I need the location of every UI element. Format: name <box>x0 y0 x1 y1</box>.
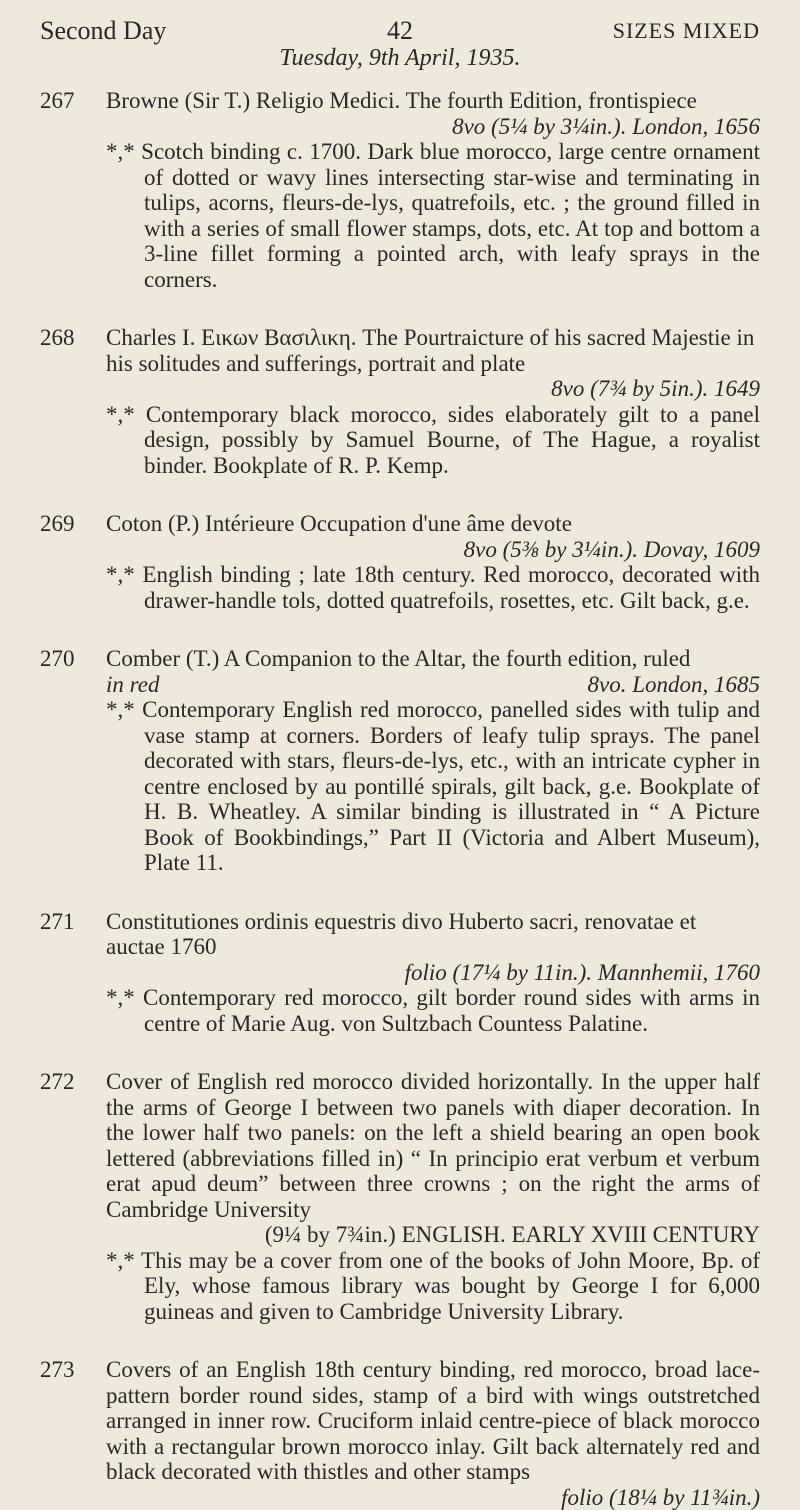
lot-entry <box>40 325 760 478</box>
day-label: Second Day <box>40 16 166 46</box>
lot-imprint: 8vo (5⅜ by 3¼in.). Dovay, 1609 <box>106 537 760 563</box>
lot-title: Constitutiones ordinis equestris divo Huberto sacri, renovatae et auctae 1760 <box>106 909 760 960</box>
lot-entry <box>40 88 760 292</box>
lot-title: Coton (P.) Intérieure Occupation d'une âme devote <box>106 511 760 537</box>
lot-title: Browne (Sir T.) Religio Medici. The fourth Edition, frontispiece <box>106 88 760 114</box>
sizes-label: SIZES MIXED <box>613 16 760 46</box>
sale-date: Tuesday, 9th April, 1935. <box>40 44 760 72</box>
lot-note: *,* Contemporary red morocco, gilt border round sides with arms in centre of Marie Aug. von Sultzbach Countess Palatine. <box>106 985 760 1036</box>
lot-number: 270 <box>40 646 75 672</box>
lot-imprint: 8vo (5¼ by 3¼in.). London, 1656 <box>106 114 760 140</box>
lot-entry <box>40 1357 760 1510</box>
lot-entry <box>40 511 760 613</box>
page-header <box>40 16 760 46</box>
lot-imprint: (9¼ by 7¾in.) ENGLISH. EARLY XVIII CENTURY <box>106 1222 760 1248</box>
lot-imprint: 8vo. London, 1685 <box>588 672 761 698</box>
lot-number: 267 <box>40 88 75 114</box>
lot-note: *,* This may be a cover from one of the books of John Moore, Bp. of Ely, whose famous library was bought by George I for 6,000 guineas and given to Cambridge University Library. <box>106 1248 760 1325</box>
lot-title: Cover of English red morocco divided horizontally. In the upper half the arms of George I between two panels with diaper decoration. In the lower half two panels: on the left a shield bearing an open book lettered (abbreviations filled in) “ In principio erat verbum et verbum erat apud deum” between three crowns ; on the right the arms of Cambridge University <box>106 1069 760 1222</box>
lot-note: *,* Scotch binding c. 1700. Dark blue morocco, large centre ornament of dotted or wavy lines intersecting star-wise and terminating in tulips, acorns, fleurs-de-lys, quatrefoils, etc. ; the ground filled in with a series of small flower stamps, dots, etc. At top and bottom a 3-line fillet forming a pointed arch, with leafy sprays in the corners. <box>106 139 760 292</box>
lot-imprint-row <box>106 672 760 698</box>
lot-number: 271 <box>40 909 75 935</box>
lot-number: 272 <box>40 1069 75 1095</box>
lot-imprint: folio (17¼ by 11in.). Mannhemii, 1760 <box>106 960 760 986</box>
lot-number: 273 <box>40 1357 75 1383</box>
lot-imprint-note: in red <box>106 672 159 698</box>
lot-entry <box>40 1069 760 1324</box>
lot-number: 268 <box>40 325 75 351</box>
lot-title: Covers of an English 18th century binding, red morocco, broad lace-pattern border round sides, stamp of a bird with wings outstretched arranged in inner row. Cruciform inlaid centre-piece of black morocco with a rectangular brown morocco inlay. Gilt back alternately red and black decorated with thistles and other stamps <box>106 1357 760 1485</box>
lot-title: Comber (T.) A Companion to the Altar, the fourth edition, ruled <box>106 646 760 672</box>
lot-number: 269 <box>40 511 75 537</box>
lot-note: *,* Contemporary English red morocco, panelled sides with tulip and vase stamp at corners. Borders of leafy tulip sprays. The panel decorated with stars, fleurs-de-lys, etc., with an intricate cypher in centre enclosed by au pontillé spirals, gilt back, g.e. Bookplate of H. B. Wheatley. A similar binding is illustrated in “ A Picture Book of Bookbindings,” Part II (Victoria and Albert Museum), Plate 11. <box>106 697 760 876</box>
lot-note: *,* English binding ; late 18th century. Red morocco, decorated with drawer-handle tols, dotted quatrefoils, rosettes, etc. Gilt back, g.e. <box>106 562 760 613</box>
lot-entry <box>40 646 760 876</box>
lot-imprint: folio (18¼ by 11¾in.) <box>106 1485 760 1510</box>
lot-entry <box>40 909 760 1037</box>
page-number: 42 <box>40 16 760 46</box>
lot-imprint: 8vo (7¾ by 5in.). 1649 <box>106 376 760 402</box>
lot-note: *,* Contemporary black morocco, sides elaborately gilt to a panel design, possibly by Samuel Bourne, of The Hague, a royalist binder. Bookplate of R. P. Kemp. <box>106 402 760 479</box>
lot-title: Charles I. Εικων Βασιλικη. The Pourtraicture of his sacred Majestie in his solitudes and sufferings, portrait and plate <box>106 325 760 376</box>
